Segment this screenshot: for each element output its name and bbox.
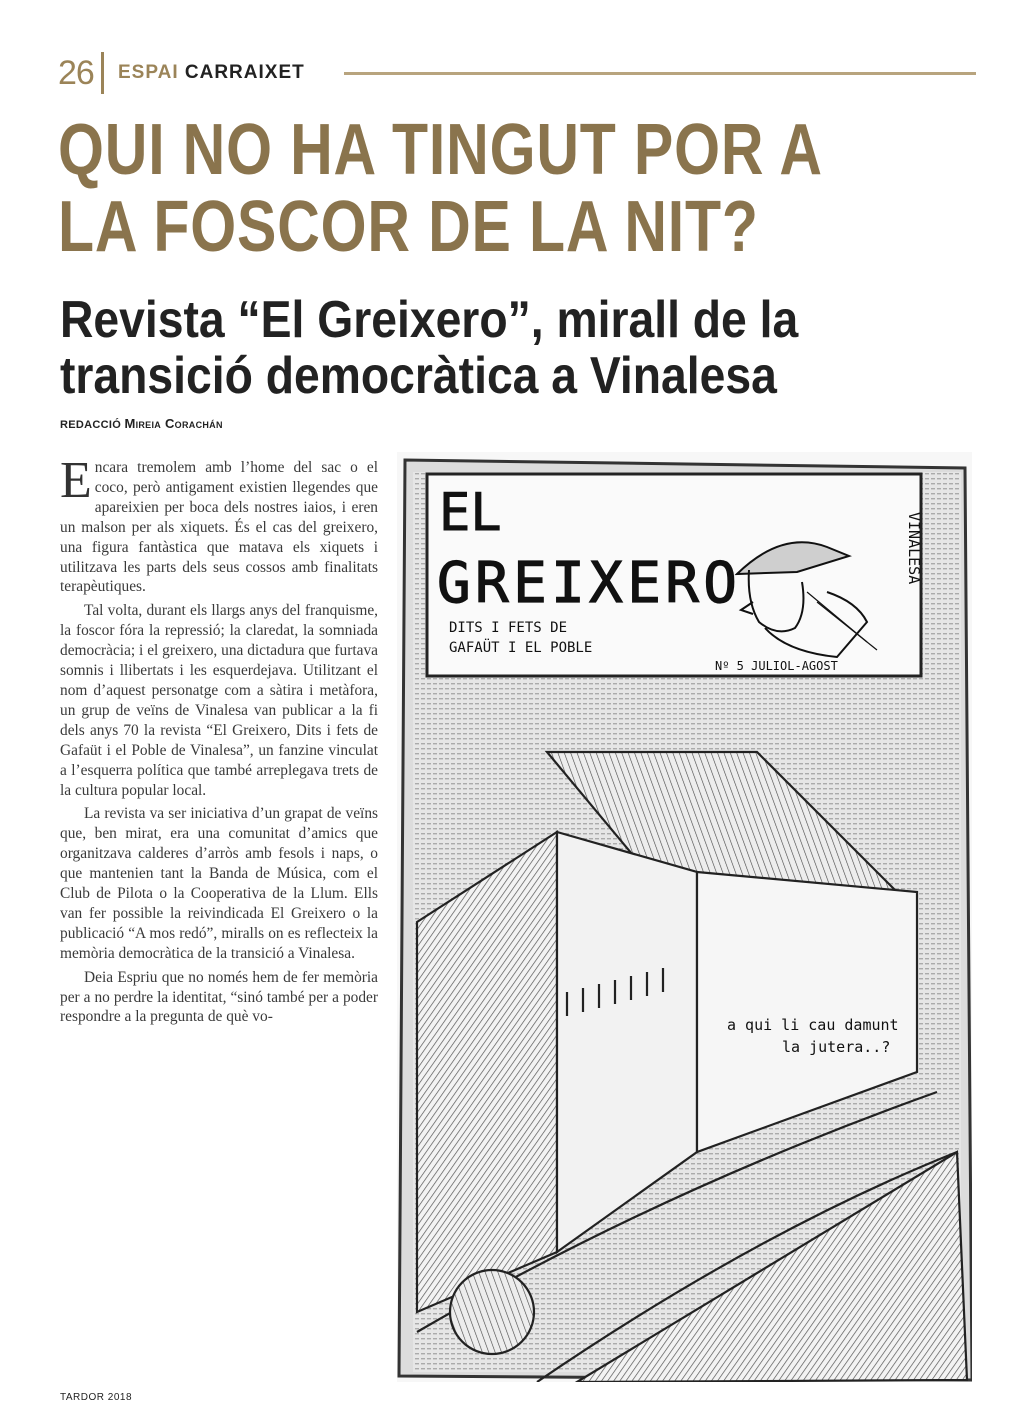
subtitle-line-1: Revista “El Greixero”, mirall de la <box>60 291 799 349</box>
header-rule <box>344 72 976 75</box>
section-label-part2: CARRAIXET <box>184 62 305 83</box>
title-line-2: LA FOSCOR DE LA NIT? <box>58 187 759 267</box>
section-label <box>118 62 305 84</box>
masthead-title-greixero: GREIXERO <box>437 551 737 616</box>
issue-number: Nº 5 JULIOL-AGOST <box>715 659 838 673</box>
cartoon-caption-1: a qui li cau damunt <box>727 1016 899 1034</box>
article-subtitle <box>60 292 798 404</box>
subtitle-line-2: transició democràtica a Vinalesa <box>60 347 777 405</box>
bush <box>450 1270 534 1354</box>
paragraph-1-text: ncara tremolem amb l’home del sac o el coco, però antigament existien llegendes que apareixien per boca dels nostres iaios, i eren un malson per als xiquets. És el cas del greixero, una figura fantàstica que matava els xiquets i utilitzava les parts dels seus cossos amb finalitats terapèutiques. <box>60 459 378 596</box>
masthead-sub-1: DITS I FETS DE <box>449 620 568 636</box>
page-number: 26 <box>58 54 94 92</box>
drop-cap: E <box>60 452 92 509</box>
byline-author: Mireia Corachán <box>124 416 223 431</box>
article-title <box>58 112 829 266</box>
byline-label: REDACCIÓ <box>60 419 122 431</box>
section-label-part1: ESPAI <box>118 62 179 83</box>
cartoon-caption-2: la jutera..? <box>782 1038 891 1056</box>
paragraph-2: Tal volta, durant els llargs anys del franquisme, la foscor fóra la repressió; la claredat, la somniada democràcia; i el greixero, una dictadura que furtava somnis i llibertats i les esquerdejava. Utilitzant el nom d’aquest personatge com a sàtira i metàfora, un grup de veïns de Vinalesa van publicar a la fi dels anys 70 la revista “El Greixero, Dits i fets de Gafaüt i el Poble de Vinalesa”, un fanzine vinculat a l’esquerra política que també arreplegava trets de la cultura popular local. <box>60 602 378 799</box>
article-body <box>60 452 378 1031</box>
magazine-cover-photo <box>397 452 972 1382</box>
paragraph-4: Deia Espriu que no només hem de fer memòria per a no perdre la identitat, “sinó també per a poder respondre a la pregunta de què vo- <box>60 968 378 1026</box>
footer-issue: TARDOR 2018 <box>60 1392 133 1403</box>
page-header <box>58 52 978 96</box>
paragraph-1 <box>60 452 378 597</box>
byline <box>60 416 223 431</box>
masthead-sub-2: GAFAÜT I EL POBLE <box>449 640 593 656</box>
masthead-title-el: EL <box>439 483 502 543</box>
header-divider <box>101 52 104 94</box>
title-line-1: QUI NO HA TINGUT POR A <box>58 110 823 190</box>
masthead-vertical: VINALESA <box>905 512 923 585</box>
paragraph-3: La revista va ser iniciativa d’un grapat de veïns que, ben mirat, era una comunitat d’amics que organitzava calderes d’arròs amb fesols i naps, o que mantenien tant la Banda de Música, com el Club de Pilota o la Cooperativa de la Llum. Ells van fer possible la reivindicada El Greixero o la publicació “A mos redó”, miralls on es reflecteix la memòria democràtica de la transició a Vinalesa. <box>60 805 378 962</box>
